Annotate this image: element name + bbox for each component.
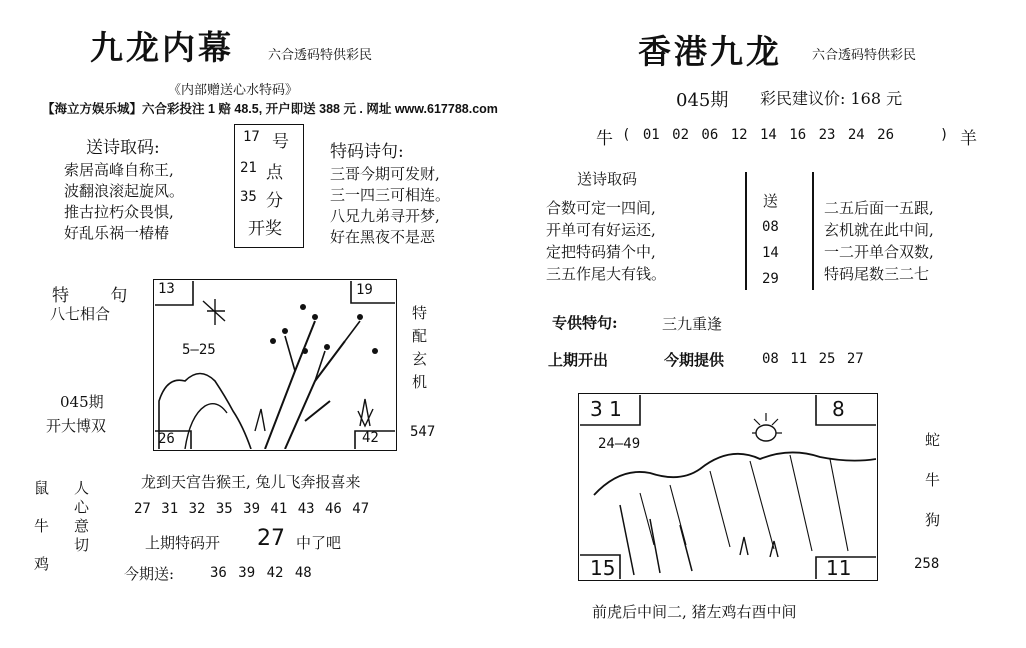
last-open-label: 上期开出 xyxy=(548,351,609,369)
sheep-label: 羊 xyxy=(960,129,977,149)
draw-hour: 17 xyxy=(243,129,260,145)
poem-line: 三一四三可相连。 xyxy=(330,186,451,204)
poem-line: 推古拉朽众畏惧, xyxy=(64,203,174,221)
this-label: 今期送: xyxy=(124,565,175,583)
poem-line: 八兄九弟寻开梦, xyxy=(330,207,440,225)
special-poem-label: 特码诗句: xyxy=(330,142,404,162)
zodiac-char: 牛 xyxy=(34,517,50,535)
draw-second: 35 xyxy=(240,189,257,205)
right-corner-tr: 8 xyxy=(832,397,845,421)
left-vertical-value: 547 xyxy=(410,424,436,440)
zodiac-char: 心 xyxy=(74,498,90,516)
right-subtitle: 六合透码特供彩民 xyxy=(812,48,917,63)
right-side-zodiac xyxy=(925,420,940,540)
poem-line: 二五后面一五跟, xyxy=(824,199,934,217)
right-issue: 045期 xyxy=(676,90,729,111)
right-corner-bl: 15 xyxy=(590,556,616,580)
right-special-label: 专供特句: xyxy=(552,314,618,332)
divider xyxy=(745,172,747,290)
sketch-corner-tl: 13 xyxy=(158,281,175,297)
send-column xyxy=(762,188,779,292)
poem-line: 好乱乐祸一椿椿 xyxy=(64,224,170,242)
last-prefix: 上期特码开 xyxy=(145,534,221,552)
this-numbers: 36 39 42 48 xyxy=(210,565,312,581)
zodiac-char: 人 xyxy=(74,479,90,497)
right-sketch xyxy=(580,395,876,579)
send-number: 29 xyxy=(762,271,779,287)
right-this-numbers: 08 11 25 27 xyxy=(762,351,864,367)
zodiac-char: 牛 xyxy=(925,471,941,489)
send-number: 14 xyxy=(762,245,779,261)
zodiac-char: 蛇 xyxy=(925,431,941,449)
zodiac-col-1 xyxy=(34,469,49,583)
big-small: 开大博双 xyxy=(46,417,107,435)
sketch-range-text: 5—25 xyxy=(182,342,216,358)
sketch-corner-br: 42 xyxy=(362,430,379,446)
left-poem xyxy=(64,160,184,244)
right-price: 彩民建议价: 168 元 xyxy=(760,89,903,108)
left-number-list: 27 31 32 35 39 41 43 46 47 xyxy=(134,501,370,517)
special-poem xyxy=(330,164,450,248)
last-suffix: 中了吧 xyxy=(296,534,342,552)
vertical-char: 配 xyxy=(412,327,428,345)
promo-banner: 【海立方娱乐城】六合彩投注 1 赔 48.5, 开户即送 388 元 . 网址 www.617788.com xyxy=(42,102,498,116)
vertical-char: 机 xyxy=(412,373,428,391)
poem-line: 玄机就在此中间, xyxy=(824,221,934,239)
right-poem xyxy=(546,197,666,285)
special-phrase-label: 特 句 xyxy=(52,286,146,306)
right-corner-br: 11 xyxy=(826,556,852,580)
sketch-corner-bl: 26 xyxy=(158,431,175,447)
poem-line: 定把特码猜个中, xyxy=(546,243,656,261)
ox-label: 牛 xyxy=(596,129,613,149)
draw-second-unit: 分 xyxy=(266,191,283,211)
sketch-corner-tr: 19 xyxy=(356,282,373,298)
vertical-char: 特 xyxy=(412,304,428,322)
zodiac-char: 鼠 xyxy=(34,479,50,497)
zodiac-char: 鸡 xyxy=(34,555,50,573)
poem-line: 好在黑夜不是恶 xyxy=(330,228,436,246)
right-range-text: 24—49 xyxy=(598,436,641,452)
poem-line: 波翻浪滚起旋风。 xyxy=(64,182,185,200)
left-sketch xyxy=(155,281,395,449)
right-side-value: 258 xyxy=(914,556,940,572)
send-number: 08 xyxy=(762,219,779,235)
ox-close: ) xyxy=(940,127,949,143)
zodiac-char: 狗 xyxy=(925,511,941,529)
left-story: 龙到天宫告猴王, 兔儿飞奔报喜来 xyxy=(141,473,361,491)
divider xyxy=(812,172,814,290)
right-poem-2 xyxy=(824,197,934,285)
right-title: 香港九龙 xyxy=(638,32,782,71)
vertical-char: 玄 xyxy=(412,350,428,368)
draw-hour-unit: 号 xyxy=(272,132,289,152)
right-corner-tl: 3 1 xyxy=(590,397,622,421)
poem-line: 索居高峰自称王, xyxy=(64,161,174,179)
poem-line: 三哥今期可发财, xyxy=(330,165,440,183)
right-send-poem-label: 送诗取码 xyxy=(577,170,638,188)
poem-line: 特码尾数三二七 xyxy=(824,265,930,283)
poem-line: 开单可有好运还, xyxy=(546,221,656,239)
zodiac-char: 切 xyxy=(74,536,90,554)
last-number: 27 xyxy=(257,526,285,551)
left-subtitle: 六合透码特供彩民 xyxy=(268,48,373,63)
ox-numbers: ( 01 02 06 12 14 16 23 24 26 xyxy=(622,127,895,143)
right-bottom-riddle: 前虎后中间二, 猪左鸡右酉中间 xyxy=(592,603,797,621)
left-issue: 045期 xyxy=(60,393,104,411)
send-char: 送 xyxy=(762,192,778,210)
special-phrase: 八七相合 xyxy=(50,305,111,323)
inner-gift: 《内部赠送心水特码》 xyxy=(168,83,299,98)
draw-open-label: 开奖 xyxy=(248,219,282,239)
right-special-value: 三九重逢 xyxy=(662,315,723,333)
zodiac-col-2 xyxy=(74,479,89,555)
poem-line: 一二开单合双数, xyxy=(824,243,934,261)
poem-line: 三五作尾大有钱。 xyxy=(546,265,667,283)
draw-minute-unit: 点 xyxy=(266,163,283,183)
left-vertical-label xyxy=(412,302,427,394)
zodiac-char: 意 xyxy=(74,517,90,535)
left-title: 九龙内幕 xyxy=(90,28,234,67)
draw-minute: 21 xyxy=(240,160,257,176)
poem-line: 合数可定一四间, xyxy=(546,199,656,217)
right-this-label: 今期提供 xyxy=(664,351,725,369)
send-poem-label: 送诗取码: xyxy=(86,138,160,158)
